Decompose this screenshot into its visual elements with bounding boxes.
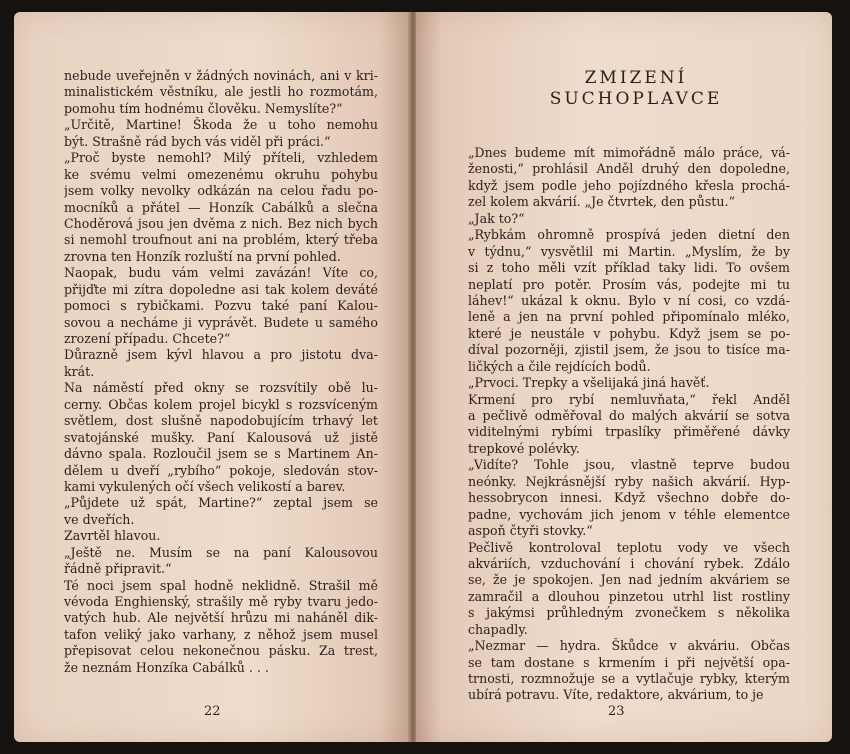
text-line: trnosti, rozmnožuje se a vytlačuje rybky, kterým (468, 671, 790, 686)
text-line: viditelnými rybími trpaslíky přiměřené dávky (468, 424, 790, 440)
text-line: Krmení pro rybí nemluvňata,“ řekl Anděl (468, 391, 790, 407)
text-line: neónky. Nejkrásnější ryby našich akvárií. Hyp- (468, 473, 790, 489)
text-line: řádně připravit.“ (64, 561, 172, 577)
text-line: „Prvoci. Trepky a všelijaká jiná havěť. (468, 375, 710, 391)
text-line: „Půjdete už spát, Martine?“ zeptal jsem se (64, 495, 378, 511)
text-line: díval pozorněji, zjistil jsem, že jsou to tisíce ma- (468, 342, 790, 358)
text-line: neplatí pro potěr. Prosím vás, podejte mi tu (468, 276, 790, 292)
text-line: pomohu tím hodnému člověku. Nemyslíte?“ (64, 100, 343, 116)
text-line: sovou a necháme ji vyprávět. Budete u samého (64, 314, 378, 330)
text-line: akváriích, vzduchování i chování rybek. Zdálo (468, 555, 790, 571)
text-line: ličkých a čile rejdících bodů. (468, 358, 651, 374)
text-line: přijďte mi zítra dopoledne asi tak kolem deváté (64, 281, 378, 297)
right-page-body (468, 145, 790, 704)
text-line: světlem, dost slušně napodobujícím trhavý let (64, 413, 378, 429)
text-line: a pečlivě odměřoval do malých akvárií se sotva (468, 408, 790, 423)
text-line: ve dveřích. (64, 511, 135, 527)
text-line: „Určitě, Martine! Škoda že u toho nemohu (64, 117, 378, 133)
text-line: Naopak, budu vám velmi zavázán! Víte co, (64, 265, 378, 281)
text-line: leně a jen na první pohled připomínalo mléko, (468, 309, 790, 325)
text-line: „Rybkám ohromně prospívá jeden dietní den (468, 227, 790, 243)
text-line: si nemohl troufnout ani na problém, který třeba (64, 232, 378, 248)
text-line: že neznám Honzíka Cabálků . . . (64, 659, 269, 675)
text-line: Na náměstí před okny se rozsvítily obě lu- (64, 380, 378, 396)
text-line: „Ještě ne. Musím se na paní Kalousovou (64, 544, 378, 560)
chapter-title (506, 68, 766, 110)
text-line: přepisovat celou nekonečnou pásku. Za trest, (64, 643, 378, 659)
text-line: nebude uveřejněn v žádných novinách, ani v kri- (64, 68, 378, 83)
text-line: aspoň čtyři stovky.“ (468, 523, 593, 539)
text-line: „Dnes budeme mít mimořádně málo práce, vá- (468, 145, 790, 160)
text-line: dávno spala. Rozloučil jsem se s Martinem An- (64, 446, 378, 462)
text-line: když jsem podle jeho pojízdného křesla prochá- (468, 177, 790, 193)
text-line: chapadly. (468, 621, 528, 637)
left-page-body (64, 68, 378, 676)
text-line: cerny. Občas kolem projel bicykl s rozsvíceným (64, 396, 378, 412)
text-line: hessobrycon innesi. Když všechno dobře do- (468, 490, 790, 506)
text-line: svatojánské mušky. Paní Kalousová už jistě (64, 429, 378, 445)
right-page (416, 12, 832, 742)
right-page-number: 23 (608, 704, 625, 719)
text-line: mocníků a přátel — Honzík Cabálků a slečna (64, 199, 378, 215)
text-line: „Vidíte? Tohle jsou, vlastně teprve budou (468, 457, 790, 473)
text-line: „Proč byste nemohl? Milý příteli, vzhledem (64, 150, 378, 166)
text-line: Té noci jsem spal hodně neklidně. Strašil mě (64, 577, 378, 593)
text-line: s jakýmsi průhledným zvonečkem s několika (468, 605, 790, 621)
text-line: Zavrtěl hlavou. (64, 528, 161, 544)
chapter-title-line-2: SUCHOPLAVCE (549, 89, 723, 109)
text-line: zamračil a dlouhou pinzetou utrhl list rostliny (468, 588, 790, 604)
text-line: tafon veliký jako varhany, z něhož jsem musel (64, 626, 378, 642)
text-line: minalistickém věstníku, ale jestli ho rozmotám, (64, 84, 378, 100)
text-line: zrození případu. Chcete?“ (64, 331, 231, 346)
text-line: si z toho měli vzít příklad taky lidi. To ovšem (468, 260, 790, 276)
text-line: Důrazně jsem kývl hlavou a pro jistotu dva- (64, 347, 378, 363)
text-line: být. Strašně rád bych vás viděl při práci.“ (64, 133, 331, 149)
text-line: dělem u dveří „rybího“ pokoje, sledován stov- (64, 462, 378, 478)
text-line: jsem volky nevolky odkázán na celou řadu po- (64, 183, 378, 199)
text-line: kami vykulených očí všech velikostí a barev. (64, 478, 346, 494)
text-line: krát. (64, 363, 95, 379)
text-line: vévoda Enghienský, strašily mě ryby tvaru jedo- (64, 594, 378, 609)
text-line: zrovna ten Honzík rozluští na první pohled. (64, 248, 341, 264)
text-line: vatých hub. Ale největší hrůzu mi naháněl dik- (64, 610, 378, 626)
text-line: láhev!“ ukázal k oknu. Bylo v ní cosi, co vzdá- (468, 292, 790, 308)
text-line: pomoci s rybičkami. Pozvu také paní Kalou- (64, 298, 378, 314)
text-line: zel kolem akvárií. „Je čtvrtek, den půstu.“ (468, 194, 735, 210)
text-line: ubírá potravu. Víte, redaktore, akvárium, to je (468, 687, 764, 703)
text-line: které je neustále v pohybu. Když jsem se po- (468, 325, 790, 341)
open-book-spread (14, 12, 836, 742)
text-line: Pečlivě kontroloval teplotu vody ve všech (468, 539, 790, 555)
text-line: padne, vychovám jich jenom v téhle elementce (468, 506, 790, 522)
chapter-title-line-1: ZMIZENÍ (584, 68, 688, 88)
text-line: „Nezmar — hydra. Škůdce v akváriu. Občas (468, 638, 790, 654)
text-line: ženosti,“ prohlásil Anděl druhý den dopoledne, (468, 161, 790, 177)
text-line: se, že je spokojen. Jen nad jedním akváriem se (468, 572, 790, 588)
text-line: trepkové polévky. (468, 440, 580, 456)
left-page-number: 22 (204, 704, 221, 719)
text-line: ke svému velmi omezenému okruhu pohybu (64, 166, 378, 182)
text-line: se tam dostane s krmením i při největší opa- (468, 654, 790, 670)
text-line: Choděrová jsou jen dvěma z nich. Bez nich bych (64, 215, 378, 231)
text-line: „Jak to?“ (468, 210, 525, 226)
left-page (14, 12, 410, 742)
text-line: v týdnu,“ vysvětlil mi Martin. „Myslím, že by (468, 243, 790, 259)
